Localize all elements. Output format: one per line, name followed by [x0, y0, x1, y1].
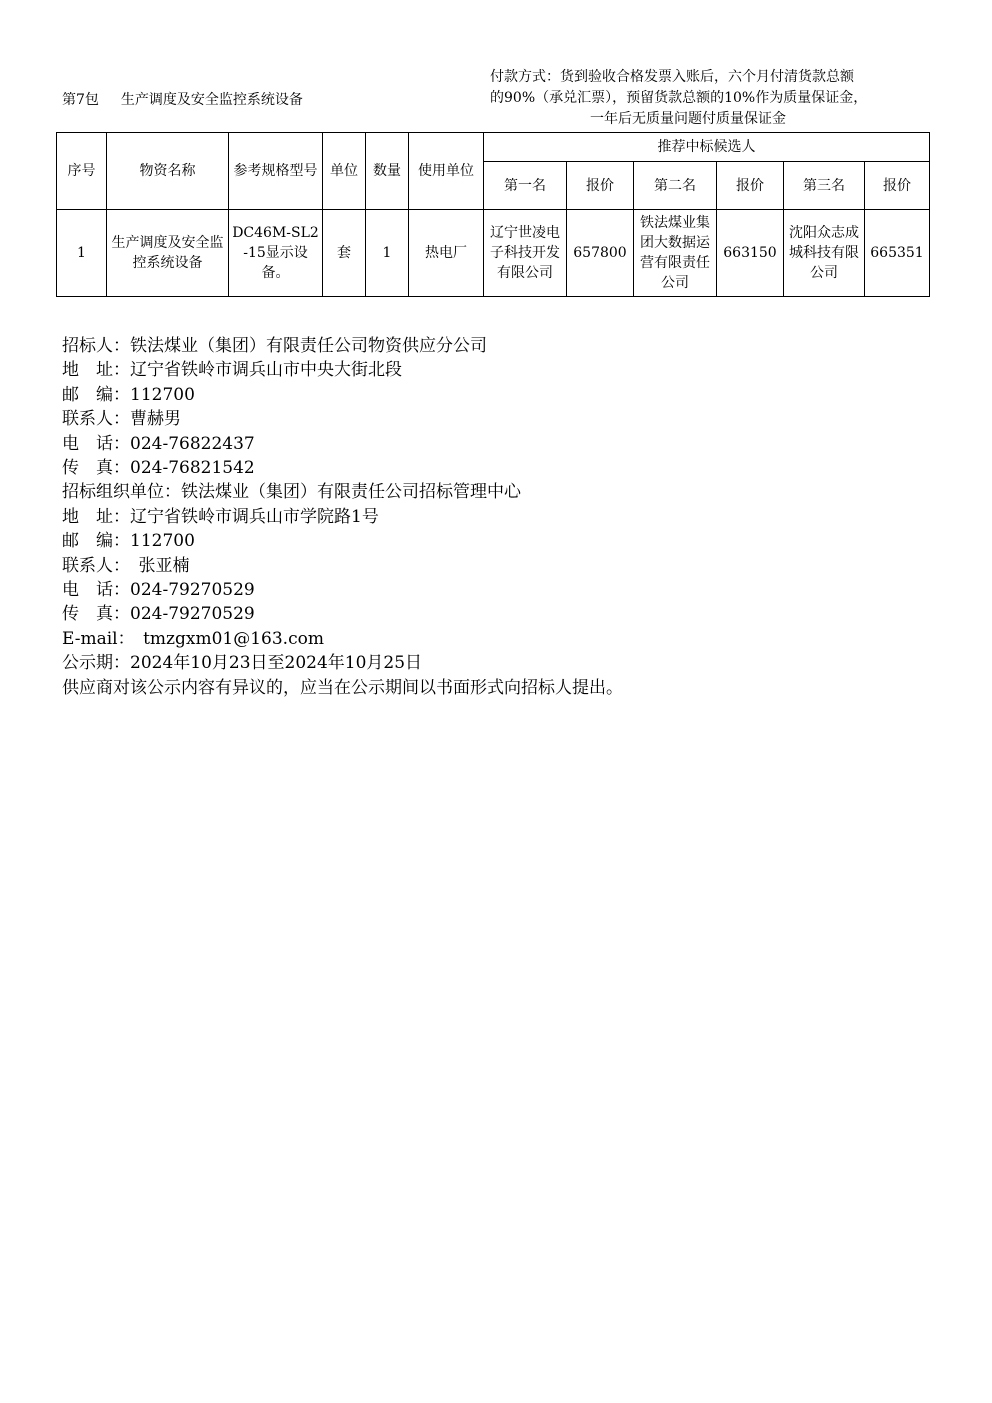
tenderer-address: 地 址：辽宁省铁岭市调兵山市中央大街北段: [62, 360, 402, 381]
tenderer-postcode: 邮 编：112700: [62, 384, 195, 405]
cell-unit: 套: [323, 210, 366, 297]
tenderer-contact: 联系人：曹赫男: [62, 409, 181, 430]
table-row: [57, 210, 930, 297]
header-user: 使用单位: [409, 133, 484, 210]
objection-note: 供应商对该公示内容有异议的，应当在公示期间以书面形式向招标人提出。: [62, 677, 623, 698]
cell-seq: 1: [57, 210, 107, 297]
agency-contact: 联系人： 张亚楠: [62, 555, 190, 576]
cell-qty: 1: [366, 210, 409, 297]
cell-second-text: 铁法煤业集团大数据运营有限责任公司: [640, 215, 710, 291]
header-spec: 参考规格型号: [229, 133, 323, 210]
package-number: 第7包: [62, 92, 99, 108]
payment-terms-line: 付款方式：货到验收合格发票入账后，六个月付清货款总额: [490, 69, 854, 85]
header-unit: 单位: [323, 133, 366, 210]
header-second: 第二名: [634, 162, 717, 210]
cell-second: [634, 210, 717, 297]
header-candidates: 推荐中标候选人: [484, 133, 930, 162]
email-line: E-mail： tmzgxm01@163.com: [62, 628, 324, 649]
payment-terms: [490, 67, 930, 130]
payment-terms-line: 一年后无质量问题付质量保证金: [590, 111, 786, 127]
agency-postcode: 邮 编：112700: [62, 531, 195, 552]
header-second-price: 报价: [717, 162, 784, 210]
header-first-price: 报价: [567, 162, 634, 210]
cell-user: 热电厂: [409, 210, 484, 297]
agency-phone: 电 话：024-79270529: [62, 580, 255, 601]
agency-address: 地 址：辽宁省铁岭市调兵山市学院路1号: [62, 506, 379, 527]
agency-fax: 传 真：024-79270529: [62, 604, 255, 625]
header-name: 物资名称: [107, 133, 229, 210]
bid-result-table: [56, 132, 930, 297]
cell-spec: DC46M-SL2-15显示设备。: [229, 210, 323, 297]
cell-second-price: 663150: [717, 210, 784, 297]
table-header-row: [57, 133, 930, 162]
tenderer-phone: 电 话：024-76822437: [62, 433, 255, 454]
publicity-period: 公示期：2024年10月23日至2024年10月25日: [62, 653, 423, 674]
cell-name: 生产调度及安全监控系统设备: [107, 210, 229, 297]
cell-first: 辽宁世凌电子科技开发有限公司: [484, 210, 567, 297]
tenderer-fax: 传 真：024-76821542: [62, 458, 255, 479]
agency-line: 招标组织单位：铁法煤业（集团）有限责任公司招标管理中心: [62, 482, 521, 503]
cell-first-price: 657800: [567, 210, 634, 297]
header-seq: 序号: [57, 133, 107, 210]
header-first: 第一名: [484, 162, 567, 210]
header-qty: 数量: [366, 133, 409, 210]
cell-third-price: 665351: [865, 210, 930, 297]
cell-third: 沈阳众志成城科技有限公司: [784, 210, 865, 297]
header-third-price: 报价: [865, 162, 930, 210]
package-title: [62, 89, 303, 109]
header-third: 第三名: [784, 162, 865, 210]
payment-terms-line: 的90%（承兑汇票），预留货款总额的10%作为质量保证金，: [490, 90, 868, 106]
contact-info: [62, 334, 623, 700]
tenderer-line: 招标人：铁法煤业（集团）有限责任公司物资供应分公司: [62, 336, 487, 356]
package-name: 生产调度及安全监控系统设备: [120, 92, 303, 108]
